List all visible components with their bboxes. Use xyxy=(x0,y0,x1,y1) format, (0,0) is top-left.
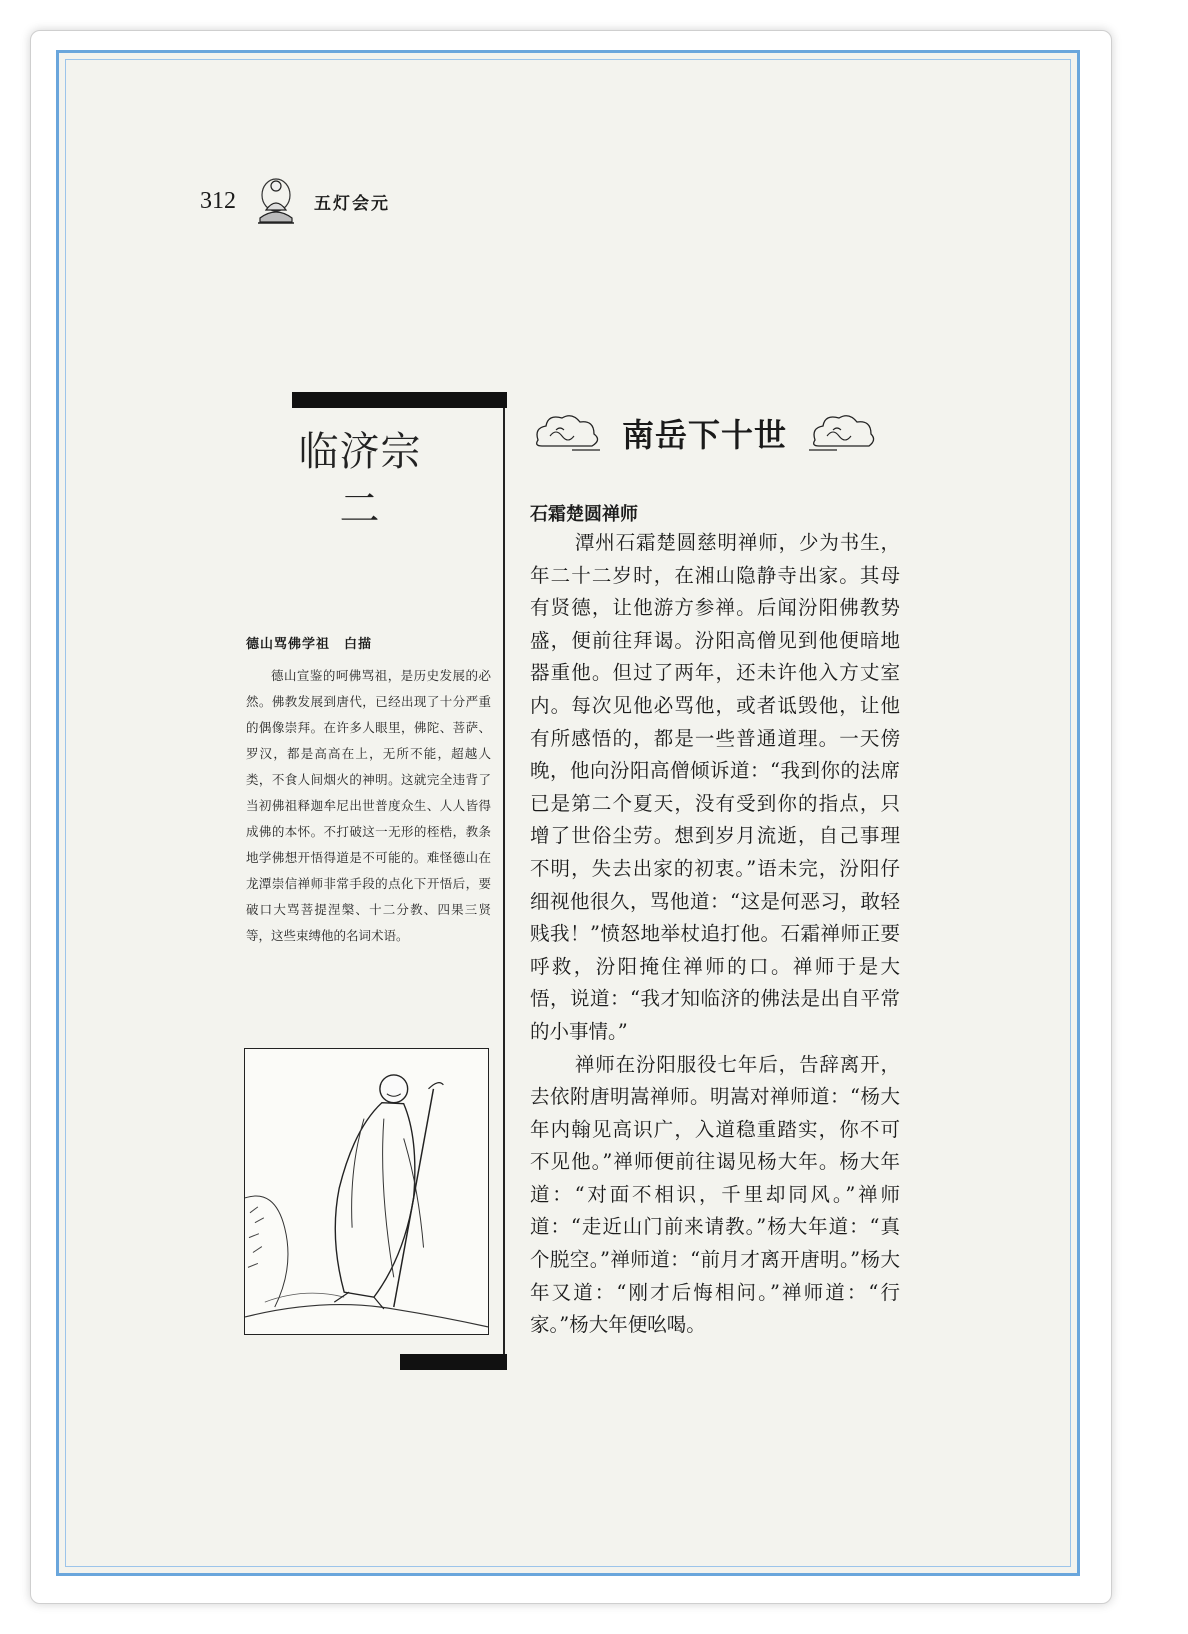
sidebar-top-bar xyxy=(292,392,507,408)
chapter-heading xyxy=(532,410,877,456)
page-number: 312 xyxy=(200,187,236,214)
chapter-title: 南岳下十世 xyxy=(621,416,787,454)
body-paragraph: 禅师在汾阳服役七年后，告辞离开，去依附唐明嵩禅师。明嵩对禅师道：“杨大年内翰见高识广，入道稳重踏实，你不可不见他。”禅师便前往谒见杨大年。杨大年道：“对面不相识，千里却同风。”禅师道：“走近山门前来请教。”杨大年道：“真个脱空。”禅师道：“前月才离开唐明。”杨大年又道：“刚才后悔相问。”禅师道：“行家。”杨大年便吆喝。 xyxy=(530,1052,900,1337)
sidebar-bottom-bar xyxy=(400,1354,507,1370)
sidebar-vertical-rule xyxy=(503,408,505,1363)
cloud-ornament-right-icon xyxy=(807,410,877,456)
page-header xyxy=(200,176,390,226)
monk-drawing-icon xyxy=(245,1049,488,1334)
caption-text: 德山宣鉴的呵佛骂祖，是历史发展的必然。佛教发展到唐代，已经出现了十分严重的偶像崇拜。在许多人眼里，佛陀、菩萨、罗汉，都是高高在上，无所不能，超越人类，不食人间烟火的神明。这就完全违背了当初佛祖释迦牟尼出世普度众生、人人皆得成佛的本怀。不打破这一无形的桎梏，教条地学佛想开悟得道是不可能的。难怪德山在龙潭崇信禅师非常手段的点化下开悟后，要破口大骂菩提涅槃、十二分教、四果三贤等，这些束缚他的名词术语。 xyxy=(246,668,491,943)
body-text xyxy=(530,527,900,1342)
buddha-icon xyxy=(254,176,298,226)
section-title: 临济宗二 xyxy=(298,429,422,532)
caption-title: 德山骂佛学祖 白描 xyxy=(246,637,373,652)
book-title: 五灯会元 xyxy=(314,193,390,214)
cloud-ornament-left-icon xyxy=(532,410,602,456)
entry-title: 石霜楚圆禅师 xyxy=(530,504,638,525)
body-paragraph: 潭州石霜楚圆慈明禅师，少为书生，年二十二岁时，在湘山隐静寺出家。其母有贤德，让他游方参禅。后闻汾阳佛教势盛，便前往拜谒。汾阳高僧见到他便暗地器重他。但过了两年，还未许他入方丈室内。每次见他必骂他，或者诋毁他，让他有所感悟的，都是一些普通道理。一天傍晚，他向汾阳高僧倾诉道：“我到你的法席已是第二个夏天，没有受到你的指点，只增了世俗尘劳。想到岁月流逝，自己事理不明，失去出家的初衷。”语未完，汾阳仔细视他很久，骂他道：“这是何恶习，敢轻贱我！”愤怒地举杖追打他。石霜禅师正要呼救，汾阳掩住禅师的口。禅师于是大悟，说道：“我才知临济的佛法是出自平常的小事情。” xyxy=(530,531,900,1043)
monk-illustration xyxy=(244,1048,489,1335)
